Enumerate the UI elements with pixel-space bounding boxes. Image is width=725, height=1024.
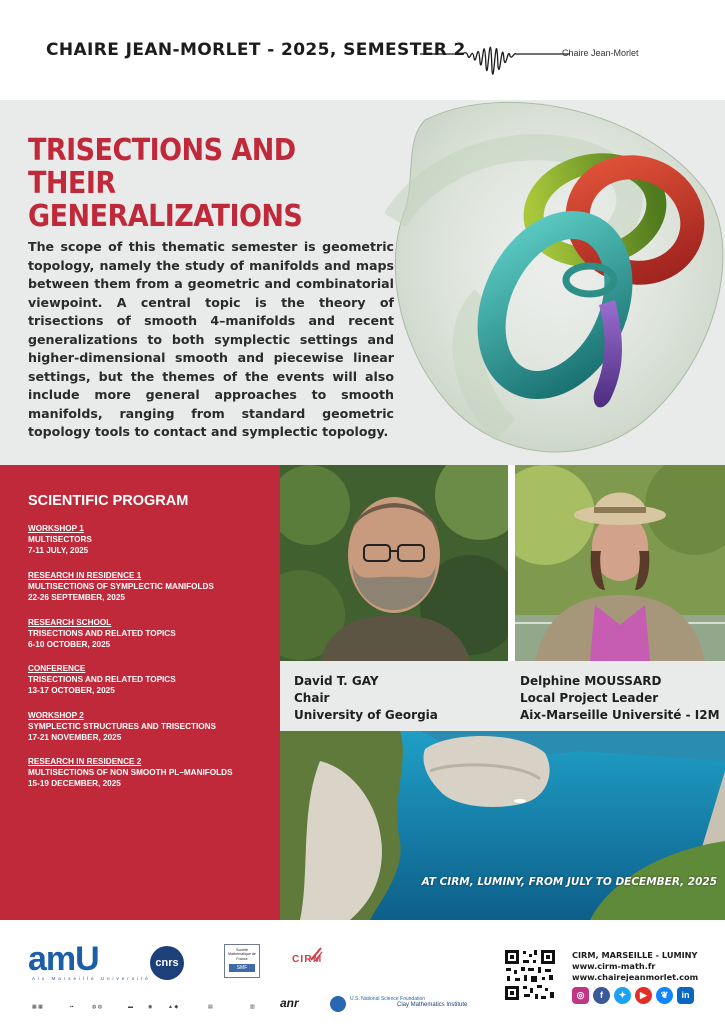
event-date: 15-19 DECEMBER, 2025	[28, 779, 121, 789]
wavelet-label: Chaire Jean-Morlet	[562, 48, 639, 58]
smf-logo	[224, 944, 260, 978]
event-title: MULTISECTIONS OF NON SMOOTH PL–MANIFOLDS	[28, 768, 233, 778]
partner-logo-icon: ▤	[208, 1004, 213, 1010]
trisection-torus-illustration	[385, 100, 725, 465]
calanques-landscape-photo	[280, 731, 725, 920]
event-title: MULTISECTIONS OF SYMPLECTIC MANIFOLDS	[28, 582, 214, 592]
event-date: 7-11 JULY, 2025	[28, 546, 89, 556]
person-affiliation: University of Georgia	[294, 708, 438, 722]
amu-logo-subtext: Aix Marseille Université	[32, 976, 151, 981]
event-type: WORKSHOP 1	[28, 524, 84, 533]
intro-panel	[0, 100, 725, 465]
nsf-logo-text: U.S. National Science Foundation	[350, 996, 426, 1002]
program-heading: SCIENTIFIC PROGRAM	[28, 493, 189, 509]
amu-logo	[28, 942, 151, 981]
program-event	[28, 756, 278, 790]
contact-info	[572, 950, 698, 983]
linkedin-icon[interactable]: in	[677, 987, 694, 1004]
anr-logo: anr	[280, 996, 299, 1010]
event-title: TRISECTIONS AND RELATED TOPICS	[28, 675, 176, 685]
partner-logo-icon: ▦ ▦	[32, 1004, 43, 1010]
amu-logo-text: amU	[28, 940, 99, 978]
bluesky-icon[interactable]: ❦	[656, 987, 673, 1004]
scientific-program-panel	[0, 465, 280, 920]
person-david-gay	[294, 673, 438, 724]
program-event	[28, 710, 278, 744]
smf-logo-name: Société Mathématique de France	[228, 948, 256, 961]
photo-david-gay	[280, 465, 508, 661]
main-title-line-2: GENERALIZATIONS	[28, 199, 303, 234]
event-type: RESEARCH IN RESIDENCE 2	[28, 757, 142, 766]
photo-delphine-moussard	[515, 465, 725, 661]
program-event	[28, 663, 278, 697]
youtube-icon[interactable]: ▶	[635, 987, 652, 1004]
event-title: MULTISECTORS	[28, 535, 92, 545]
program-event	[28, 570, 278, 604]
program-event	[28, 617, 278, 651]
landscape-caption: AT CIRM, LUMINY, FROM JULY TO DECEMBER, 2025	[421, 876, 717, 888]
event-date: 13-17 OCTOBER, 2025	[28, 686, 115, 696]
cirm-logo: CIRM	[292, 954, 323, 965]
cnrs-logo: cnrs	[150, 946, 184, 980]
main-title	[28, 134, 370, 233]
event-type: RESEARCH SCHOOL	[28, 618, 112, 627]
header-title: CHAIRE JEAN-MORLET - 2025, SEMESTER 2	[46, 40, 466, 60]
partner-logo-icon: ▪▪	[70, 1004, 74, 1010]
event-type: WORKSHOP 2	[28, 711, 84, 720]
morlet-wavelet-icon	[420, 6, 570, 94]
event-date: 17-21 NOVEMBER, 2025	[28, 733, 122, 743]
people-captions	[280, 661, 725, 731]
event-type: RESEARCH IN RESIDENCE 1	[28, 571, 142, 580]
footer	[0, 920, 725, 1024]
person-role: Local Project Leader	[520, 691, 659, 705]
person-delphine-moussard	[520, 673, 720, 724]
event-title: SYMPLECTIC STRUCTURES AND TRISECTIONS	[28, 722, 217, 732]
social-links	[572, 987, 694, 1004]
header	[0, 0, 725, 100]
event-date: 6-10 OCTOBER, 2025	[28, 640, 111, 650]
contact-website-chaire[interactable]: www.chairejeanmorlet.com	[572, 972, 699, 982]
person-affiliation: Aix-Marseille Université - I2M	[520, 708, 720, 722]
contact-location: CIRM, MARSEILLE - LUMINY	[572, 950, 698, 960]
partner-logo-icon: ◍ ◍	[92, 1004, 103, 1010]
event-date: 22-26 SEPTEMBER, 2025	[28, 593, 125, 603]
contact-website-cirm[interactable]: www.cirm-math.fr	[572, 961, 656, 971]
partner-logo-icon: ▬	[128, 1004, 133, 1010]
facebook-icon[interactable]: f	[593, 987, 610, 1004]
main-title-line-1: TRISECTIONS AND THEIR	[28, 133, 296, 201]
qr-code-icon	[503, 948, 557, 1002]
person-name: David T. GAY	[294, 674, 379, 688]
person-role: Chair	[294, 691, 330, 705]
smf-logo-mark: SMF	[229, 964, 255, 972]
event-title: TRISECTIONS AND RELATED TOPICS	[28, 629, 176, 639]
person-name: Delphine MOUSSARD	[520, 674, 662, 688]
twitter-icon[interactable]: ✦	[614, 987, 631, 1004]
intro-description: The scope of this thematic semester is geometric topology, namely the study of manifolds and maps between them from a geometric and combinatorial viewpoint. A central topic is the theory of trisections of smooth 4–manifolds and recent generalizations to both symplectic settings and higher-dimensional smooth and piecewise linear settings, but the themes of the events will also include more general approaches to smooth manifolds, ranging from standard geometric topology tools to contact and symplectic topology.	[28, 239, 394, 439]
partner-logo-icon: ◉	[148, 1004, 153, 1010]
instagram-icon[interactable]: ◎	[572, 987, 589, 1004]
event-type: CONFERENCE	[28, 664, 86, 673]
clay-institute-logo: Clay Mathematics Institute	[397, 1002, 468, 1008]
nsf-logo-icon	[330, 996, 346, 1012]
program-event	[28, 523, 278, 557]
partner-logo-icon: ▲ ◆	[168, 1004, 179, 1010]
partner-logo-icon: ▥	[250, 1004, 255, 1010]
